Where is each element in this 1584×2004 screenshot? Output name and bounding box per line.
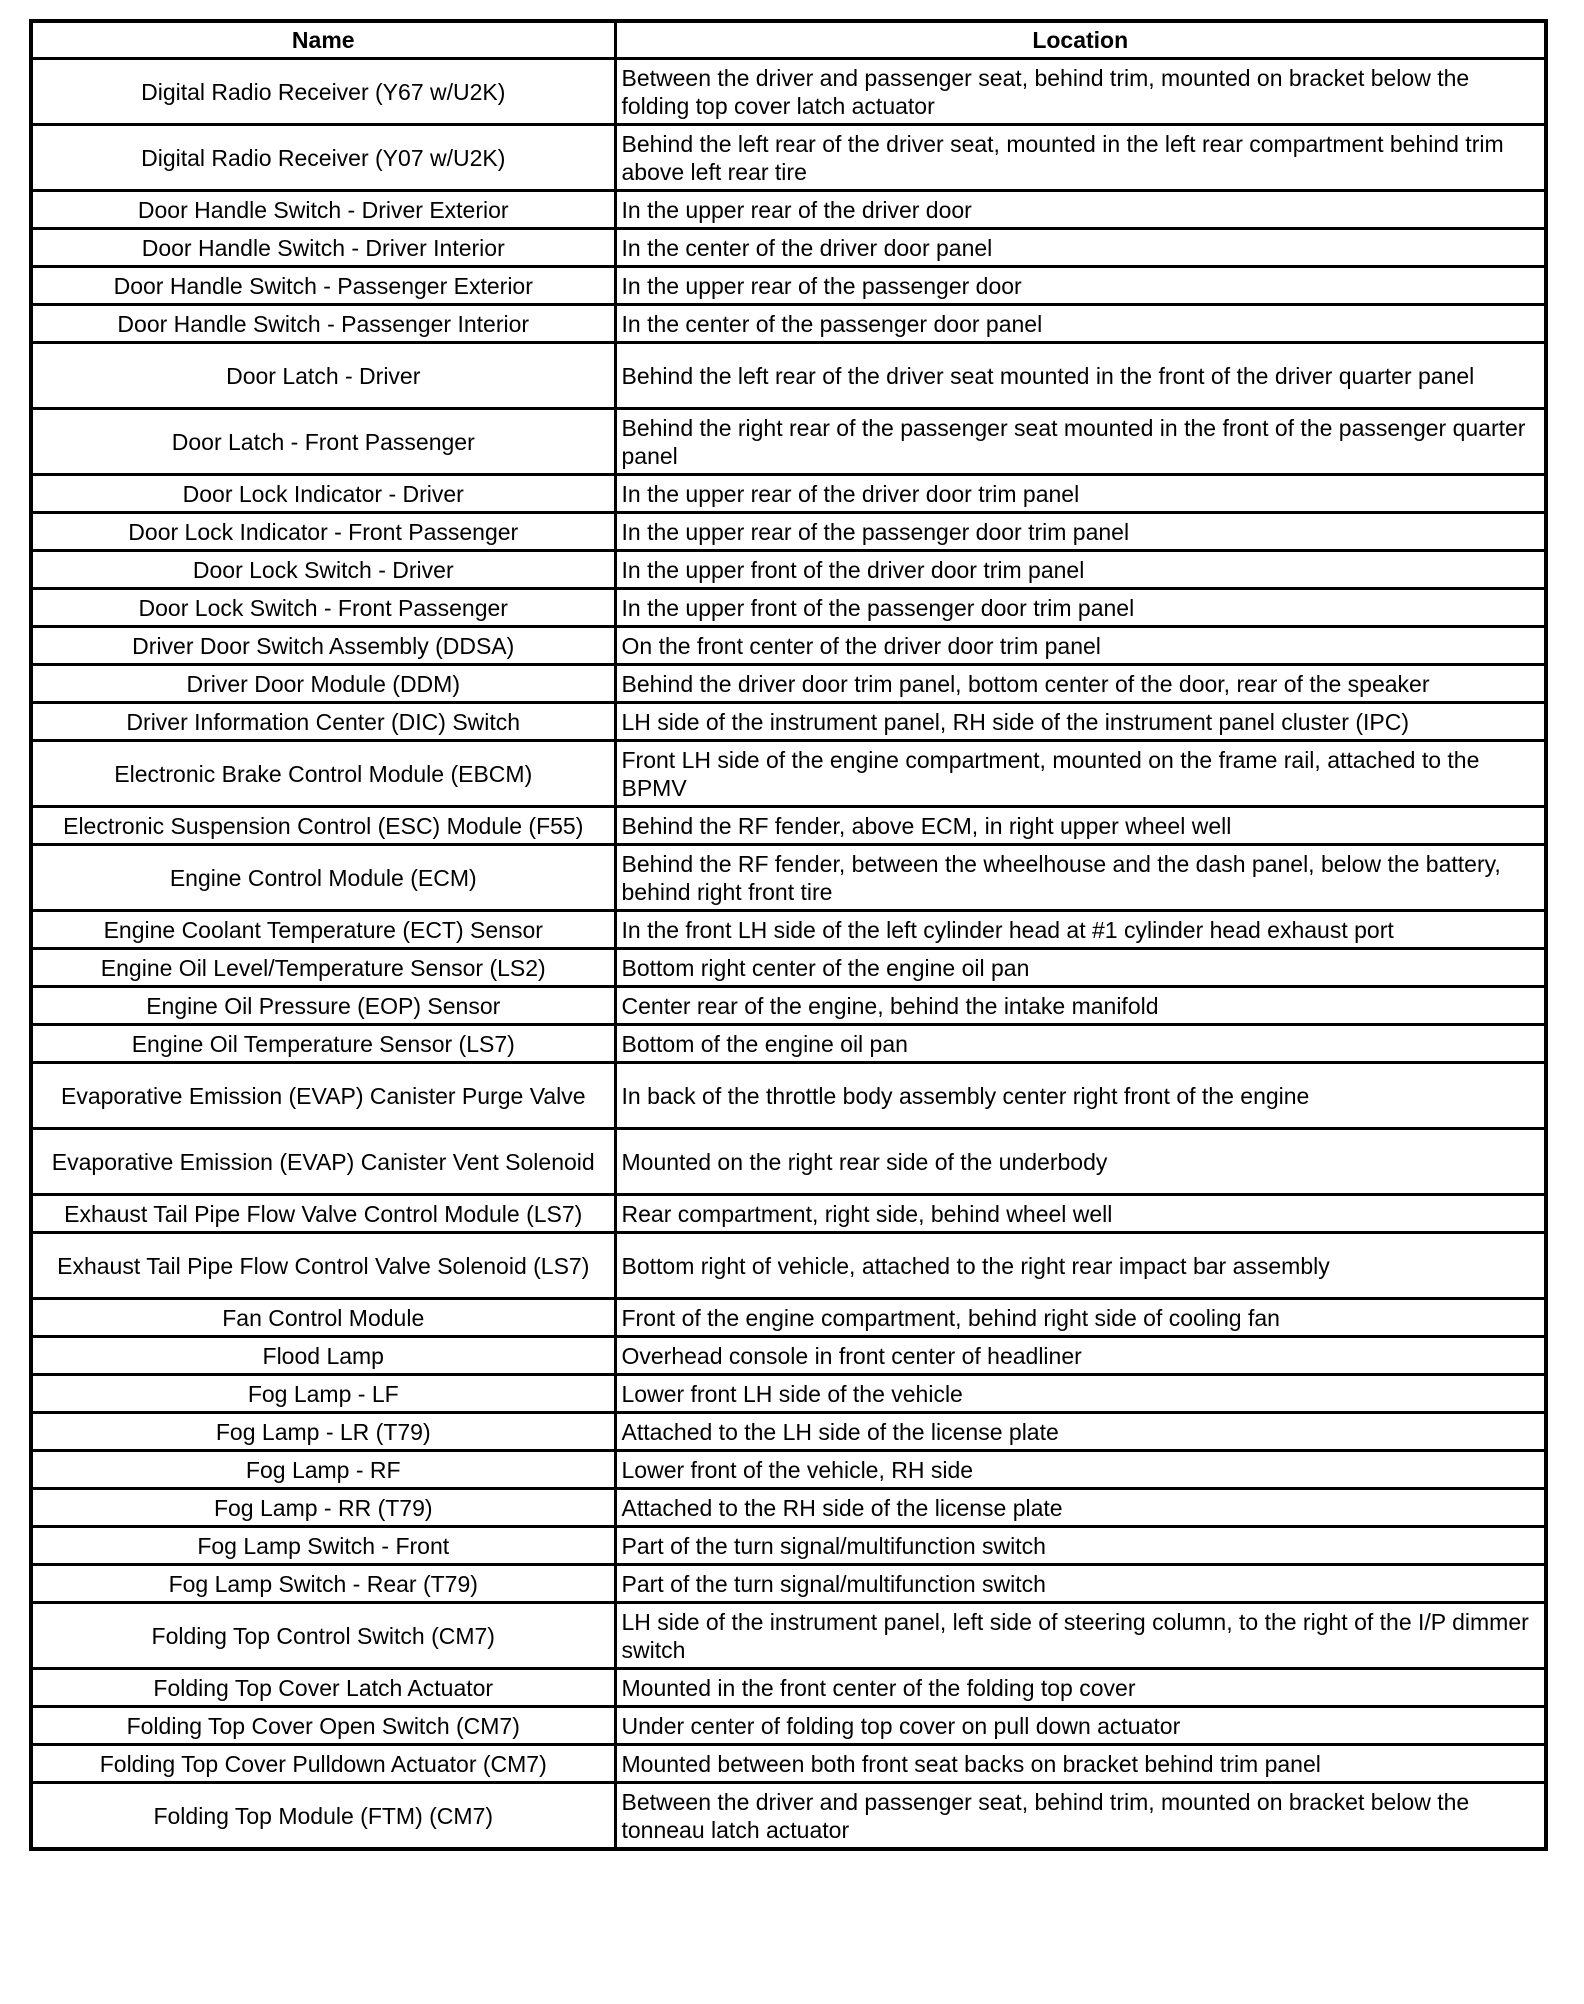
table-row xyxy=(31,807,1546,845)
component-location-cell: In the upper front of the driver door trim panel xyxy=(615,551,1546,589)
table-row xyxy=(31,949,1546,987)
component-name-cell: Evaporative Emission (EVAP) Canister Vent Solenoid xyxy=(31,1129,615,1195)
table-row xyxy=(31,551,1546,589)
component-location-cell: Lower front LH side of the vehicle xyxy=(615,1375,1546,1413)
component-name-cell: Folding Top Cover Pulldown Actuator (CM7) xyxy=(31,1745,615,1783)
component-location-cell: In the front LH side of the left cylinder head at #1 cylinder head exhaust port xyxy=(615,911,1546,949)
component-location-cell: Mounted in the front center of the folding top cover xyxy=(615,1669,1546,1707)
table-row xyxy=(31,343,1546,409)
component-location-cell: Behind the RF fender, above ECM, in right upper wheel well xyxy=(615,807,1546,845)
table-row xyxy=(31,1603,1546,1669)
component-location-cell: In the upper rear of the passenger door trim panel xyxy=(615,513,1546,551)
component-name-cell: Electronic Suspension Control (ESC) Module (F55) xyxy=(31,807,615,845)
component-location-cell: In the upper front of the passenger door trim panel xyxy=(615,589,1546,627)
component-location-cell: Center rear of the engine, behind the intake manifold xyxy=(615,987,1546,1025)
component-name-cell: Digital Radio Receiver (Y07 w/U2K) xyxy=(31,125,615,191)
table-row xyxy=(31,987,1546,1025)
component-location-cell: In the upper rear of the driver door trim panel xyxy=(615,475,1546,513)
table-row xyxy=(31,1413,1546,1451)
component-name-cell: Door Latch - Driver xyxy=(31,343,615,409)
table-row xyxy=(31,1707,1546,1745)
component-name-cell: Door Latch - Front Passenger xyxy=(31,409,615,475)
table-row xyxy=(31,229,1546,267)
table-row xyxy=(31,1669,1546,1707)
component-name-cell: Folding Top Module (FTM) (CM7) xyxy=(31,1783,615,1850)
component-name-cell: Evaporative Emission (EVAP) Canister Purge Valve xyxy=(31,1063,615,1129)
component-location-cell: Attached to the RH side of the license plate xyxy=(615,1489,1546,1527)
table-row xyxy=(31,589,1546,627)
component-location-cell: Lower front of the vehicle, RH side xyxy=(615,1451,1546,1489)
component-location-cell: Mounted between both front seat backs on bracket behind trim panel xyxy=(615,1745,1546,1783)
component-name-cell: Door Lock Switch - Driver xyxy=(31,551,615,589)
table-row xyxy=(31,1565,1546,1603)
component-location-cell: Between the driver and passenger seat, behind trim, mounted on bracket below the folding top cover latch actuator xyxy=(615,59,1546,125)
component-location-cell: Behind the right rear of the passenger seat mounted in the front of the passenger quarter panel xyxy=(615,409,1546,475)
component-name-cell: Fan Control Module xyxy=(31,1299,615,1337)
table-row xyxy=(31,1025,1546,1063)
component-name-cell: Door Lock Indicator - Driver xyxy=(31,475,615,513)
component-location-cell: On the front center of the driver door trim panel xyxy=(615,627,1546,665)
component-location-cell: Behind the RF fender, between the wheelhouse and the dash panel, below the battery, behind right front tire xyxy=(615,845,1546,911)
component-name-cell: Door Lock Indicator - Front Passenger xyxy=(31,513,615,551)
component-name-cell: Engine Oil Temperature Sensor (LS7) xyxy=(31,1025,615,1063)
table-row xyxy=(31,513,1546,551)
component-name-cell: Fog Lamp - LR (T79) xyxy=(31,1413,615,1451)
component-location-cell: Between the driver and passenger seat, behind trim, mounted on bracket below the tonneau latch actuator xyxy=(615,1783,1546,1850)
table-row xyxy=(31,305,1546,343)
component-name-cell: Digital Radio Receiver (Y67 w/U2K) xyxy=(31,59,615,125)
component-name-cell: Engine Control Module (ECM) xyxy=(31,845,615,911)
component-name-cell: Door Handle Switch - Driver Exterior xyxy=(31,191,615,229)
component-name-cell: Folding Top Cover Open Switch (CM7) xyxy=(31,1707,615,1745)
component-name-cell: Engine Oil Pressure (EOP) Sensor xyxy=(31,987,615,1025)
component-name-cell: Fog Lamp Switch - Rear (T79) xyxy=(31,1565,615,1603)
table-row xyxy=(31,1195,1546,1233)
table-row xyxy=(31,191,1546,229)
table-row xyxy=(31,703,1546,741)
column-header-location: Location xyxy=(615,21,1546,59)
component-location-cell: Behind the driver door trim panel, bottom center of the door, rear of the speaker xyxy=(615,665,1546,703)
table-row xyxy=(31,267,1546,305)
table-row xyxy=(31,1527,1546,1565)
component-location-cell: Front LH side of the engine compartment, mounted on the frame rail, attached to the BPMV xyxy=(615,741,1546,807)
component-location-cell: In the center of the passenger door panel xyxy=(615,305,1546,343)
component-name-cell: Exhaust Tail Pipe Flow Valve Control Module (LS7) xyxy=(31,1195,615,1233)
component-location-cell: Rear compartment, right side, behind wheel well xyxy=(615,1195,1546,1233)
table-row xyxy=(31,1783,1546,1850)
component-name-cell: Fog Lamp - LF xyxy=(31,1375,615,1413)
table-row xyxy=(31,409,1546,475)
component-name-cell: Fog Lamp Switch - Front xyxy=(31,1527,615,1565)
table-row xyxy=(31,665,1546,703)
component-location-table xyxy=(29,19,1548,1851)
component-name-cell: Exhaust Tail Pipe Flow Control Valve Solenoid (LS7) xyxy=(31,1233,615,1299)
component-location-cell: In the upper rear of the driver door xyxy=(615,191,1546,229)
table-row xyxy=(31,1299,1546,1337)
component-name-cell: Fog Lamp - RF xyxy=(31,1451,615,1489)
component-location-cell: Part of the turn signal/multifunction switch xyxy=(615,1527,1546,1565)
component-name-cell: Fog Lamp - RR (T79) xyxy=(31,1489,615,1527)
component-name-cell: Engine Coolant Temperature (ECT) Sensor xyxy=(31,911,615,949)
component-location-cell: LH side of the instrument panel, left side of steering column, to the right of the I/P dimmer switch xyxy=(615,1603,1546,1669)
header-row xyxy=(31,21,1546,59)
component-location-cell: Under center of folding top cover on pull down actuator xyxy=(615,1707,1546,1745)
component-location-cell: In the center of the driver door panel xyxy=(615,229,1546,267)
component-location-cell: In back of the throttle body assembly center right front of the engine xyxy=(615,1063,1546,1129)
table-row xyxy=(31,59,1546,125)
component-name-cell: Door Lock Switch - Front Passenger xyxy=(31,589,615,627)
table-row xyxy=(31,911,1546,949)
table-row xyxy=(31,1129,1546,1195)
component-location-cell: In the upper rear of the passenger door xyxy=(615,267,1546,305)
table-row xyxy=(31,475,1546,513)
component-name-cell: Door Handle Switch - Passenger Exterior xyxy=(31,267,615,305)
table-row xyxy=(31,1375,1546,1413)
component-name-cell: Engine Oil Level/Temperature Sensor (LS2) xyxy=(31,949,615,987)
component-name-cell: Driver Door Module (DDM) xyxy=(31,665,615,703)
component-location-cell: Part of the turn signal/multifunction switch xyxy=(615,1565,1546,1603)
table-row xyxy=(31,627,1546,665)
table-row xyxy=(31,1337,1546,1375)
table-row xyxy=(31,741,1546,807)
component-name-cell: Door Handle Switch - Passenger Interior xyxy=(31,305,615,343)
component-location-cell: Overhead console in front center of headliner xyxy=(615,1337,1546,1375)
table-row xyxy=(31,1745,1546,1783)
component-name-cell: Driver Door Switch Assembly (DDSA) xyxy=(31,627,615,665)
table-row xyxy=(31,1451,1546,1489)
component-location-cell: LH side of the instrument panel, RH side of the instrument panel cluster (IPC) xyxy=(615,703,1546,741)
table-row xyxy=(31,1063,1546,1129)
table-row xyxy=(31,125,1546,191)
component-name-cell: Folding Top Cover Latch Actuator xyxy=(31,1669,615,1707)
table-row xyxy=(31,845,1546,911)
component-name-cell: Electronic Brake Control Module (EBCM) xyxy=(31,741,615,807)
component-name-cell: Driver Information Center (DIC) Switch xyxy=(31,703,615,741)
component-name-cell: Flood Lamp xyxy=(31,1337,615,1375)
table-row xyxy=(31,1233,1546,1299)
table-row xyxy=(31,1489,1546,1527)
component-location-cell: Behind the left rear of the driver seat, mounted in the left rear compartment behind trim above left rear tire xyxy=(615,125,1546,191)
component-location-cell: Behind the left rear of the driver seat mounted in the front of the driver quarter panel xyxy=(615,343,1546,409)
component-location-cell: Bottom right center of the engine oil pan xyxy=(615,949,1546,987)
component-location-cell: Bottom of the engine oil pan xyxy=(615,1025,1546,1063)
component-name-cell: Door Handle Switch - Driver Interior xyxy=(31,229,615,267)
component-name-cell: Folding Top Control Switch (CM7) xyxy=(31,1603,615,1669)
column-header-name: Name xyxy=(31,21,615,59)
component-location-cell: Bottom right of vehicle, attached to the right rear impact bar assembly xyxy=(615,1233,1546,1299)
component-location-cell: Attached to the LH side of the license plate xyxy=(615,1413,1546,1451)
component-location-cell: Mounted on the right rear side of the underbody xyxy=(615,1129,1546,1195)
component-location-cell: Front of the engine compartment, behind right side of cooling fan xyxy=(615,1299,1546,1337)
